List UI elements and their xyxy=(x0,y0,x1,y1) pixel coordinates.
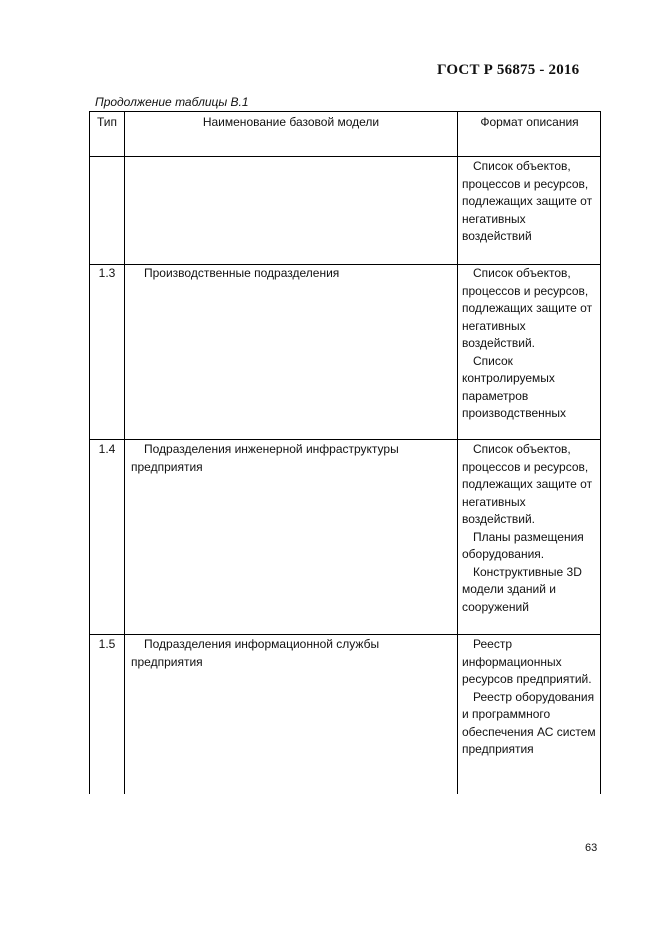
format-paragraph: Реестр оборудования и программного обеспечения АС систем предприятия xyxy=(462,689,596,756)
name-text: Подразделения информационной службы предприятия xyxy=(131,637,380,669)
table xyxy=(89,111,601,794)
format-paragraph: Список контролируемых параметров производственных xyxy=(462,353,566,420)
format-paragraph: Список объектов, процессов и ресурсов, подлежащих защите от негативных воздействий xyxy=(462,159,593,243)
page-number: 63 xyxy=(585,842,598,854)
table-row-type: 1.3 xyxy=(98,266,116,280)
table-row-format xyxy=(458,636,601,759)
format-paragraph: Список объектов, процессов и ресурсов, подлежащих защите от негативных воздействий. xyxy=(462,266,593,350)
table-caption: Продолжение таблицы В.1 xyxy=(95,95,249,109)
name-text: Подразделения инженерной инфраструктуры предприятия xyxy=(131,442,399,474)
table-row-format xyxy=(458,158,601,246)
row-divider xyxy=(90,634,600,635)
table-row-format xyxy=(458,265,601,423)
format-paragraph: Список объектов, процессов и ресурсов, подлежащих защите от негативных воздействий. xyxy=(462,442,593,526)
table-row-type: 1.5 xyxy=(98,637,116,651)
format-paragraph: Реестр информационных ресурсов предприятий. xyxy=(462,637,592,686)
format-paragraph: Конструктивные 3D модели зданий и сооружений xyxy=(462,564,582,614)
document-code: ГОСТ Р 56875 - 2016 xyxy=(437,62,580,78)
row-divider xyxy=(90,439,600,440)
header-divider xyxy=(90,156,600,157)
column-header-name: Наименование базовой модели xyxy=(202,115,380,129)
name-text: Производственные подразделения xyxy=(144,266,340,280)
table-row-name xyxy=(125,265,457,283)
table-row-name xyxy=(125,636,457,671)
table-row-type: 1.4 xyxy=(98,442,116,456)
table-row-name xyxy=(125,441,457,476)
column-header-format: Формат описания xyxy=(480,115,579,129)
table-row-format xyxy=(458,441,601,616)
format-paragraph: Планы размещения оборудования. xyxy=(462,529,584,561)
column-header-type: Тип xyxy=(96,115,117,129)
